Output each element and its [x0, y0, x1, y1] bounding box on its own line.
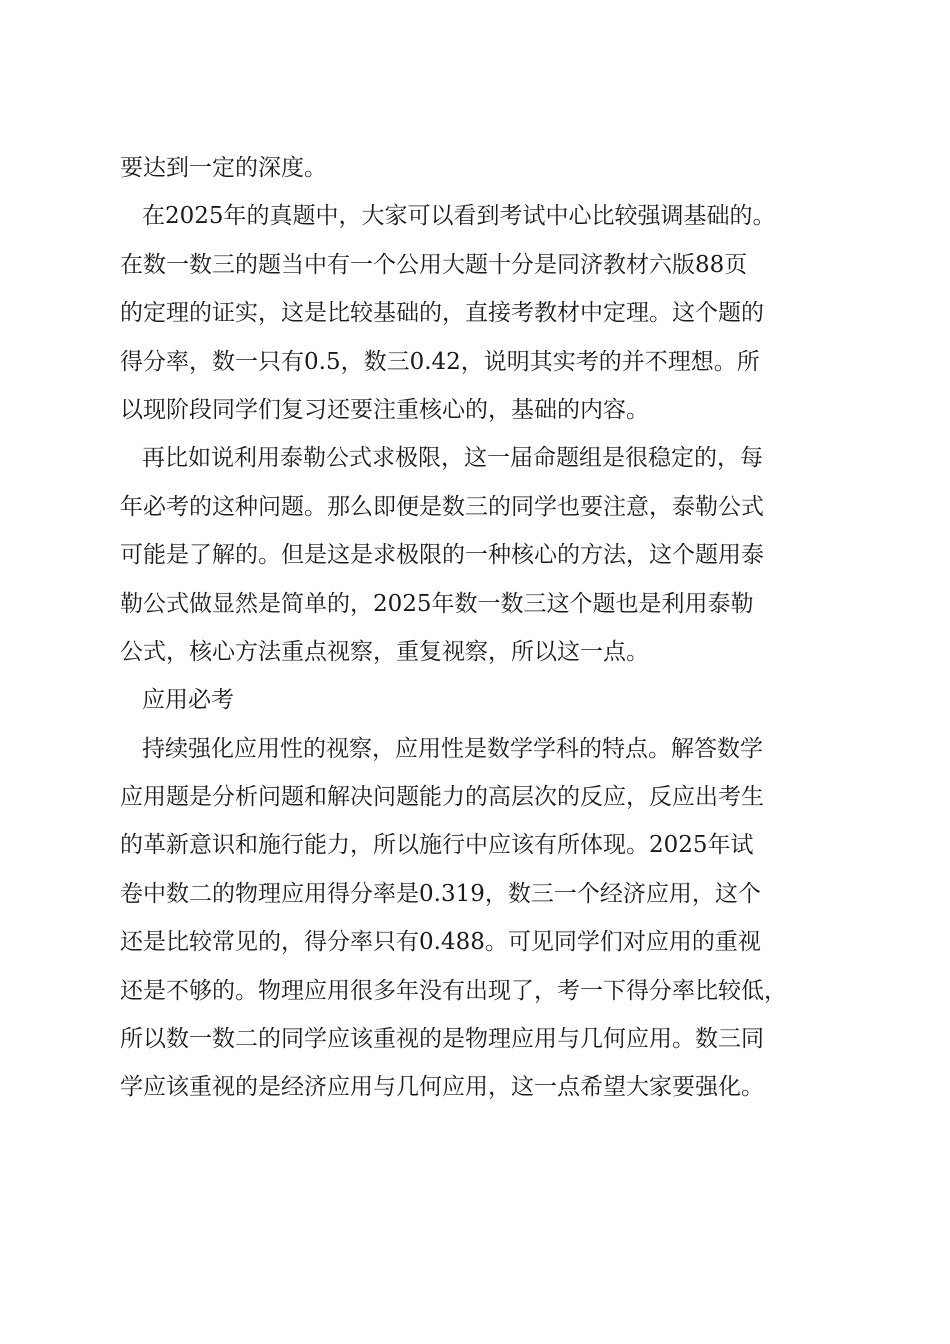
- body-text: [120, 148, 840, 1116]
- paragraph-first-line: 持续强化应用性的视察，应用性是数学学科的特点。解答数学: [142, 735, 763, 762]
- text-line: 在数一数三的题当中有一个公用大题十分是同济教材六版88页: [120, 251, 748, 278]
- text-line: 年必考的这种问题。那么即便是数三的同学也要注意，泰勒公式: [120, 493, 764, 520]
- text-line: 还是不够的。物理应用很多年没有出现了，考一下得分率比较低，: [120, 977, 787, 1004]
- text-line: 要达到一定的深度。: [120, 155, 327, 181]
- text-line: 还是比较常见的，得分率只有0.488。可见同学们对应用的重视: [120, 929, 761, 956]
- text-line: 以现阶段同学们复习还要注重核心的，基础的内容。: [120, 396, 649, 423]
- text-line: 的革新意识和施行能力，所以施行中应该有所体现。2025年试: [120, 832, 754, 859]
- text-line: 可能是了解的。但是这是求极限的一种核心的方法，这个题用泰: [120, 542, 764, 569]
- paragraph-first-line: 再比如说利用泰勒公式求极限，这一届命题组是很稳定的，每: [142, 445, 763, 472]
- text-line: 所以数一数二的同学应该重视的是物理应用与几何应用。数三同: [120, 1026, 764, 1053]
- section-heading: 应用必考: [142, 687, 234, 714]
- text-line: 得分率，数一只有0.5，数三0.42，说明其实考的并不理想。所: [120, 348, 760, 375]
- text-line: 的定理的证实，这是比较基础的，直接考教材中定理。这个题的: [120, 300, 764, 327]
- text-line: 卷中数二的物理应用得分率是0.319，数三一个经济应用，这个: [120, 880, 761, 907]
- text-line: 勒公式做显然是简单的，2025年数一数三这个题也是利用泰勒: [120, 590, 754, 617]
- text-line: 应用题是分析问题和解决问题能力的高层次的反应，反应出考生: [120, 784, 764, 811]
- text-line: 学应该重视的是经济应用与几何应用，这一点希望大家要强化。: [120, 1074, 764, 1101]
- paragraph-first-line: 在2025年的真题中，大家可以看到考试中心比较强调基础的。: [142, 203, 776, 230]
- text-line: 公式，核心方法重点视察，重复视察，所以这一点。: [120, 638, 649, 665]
